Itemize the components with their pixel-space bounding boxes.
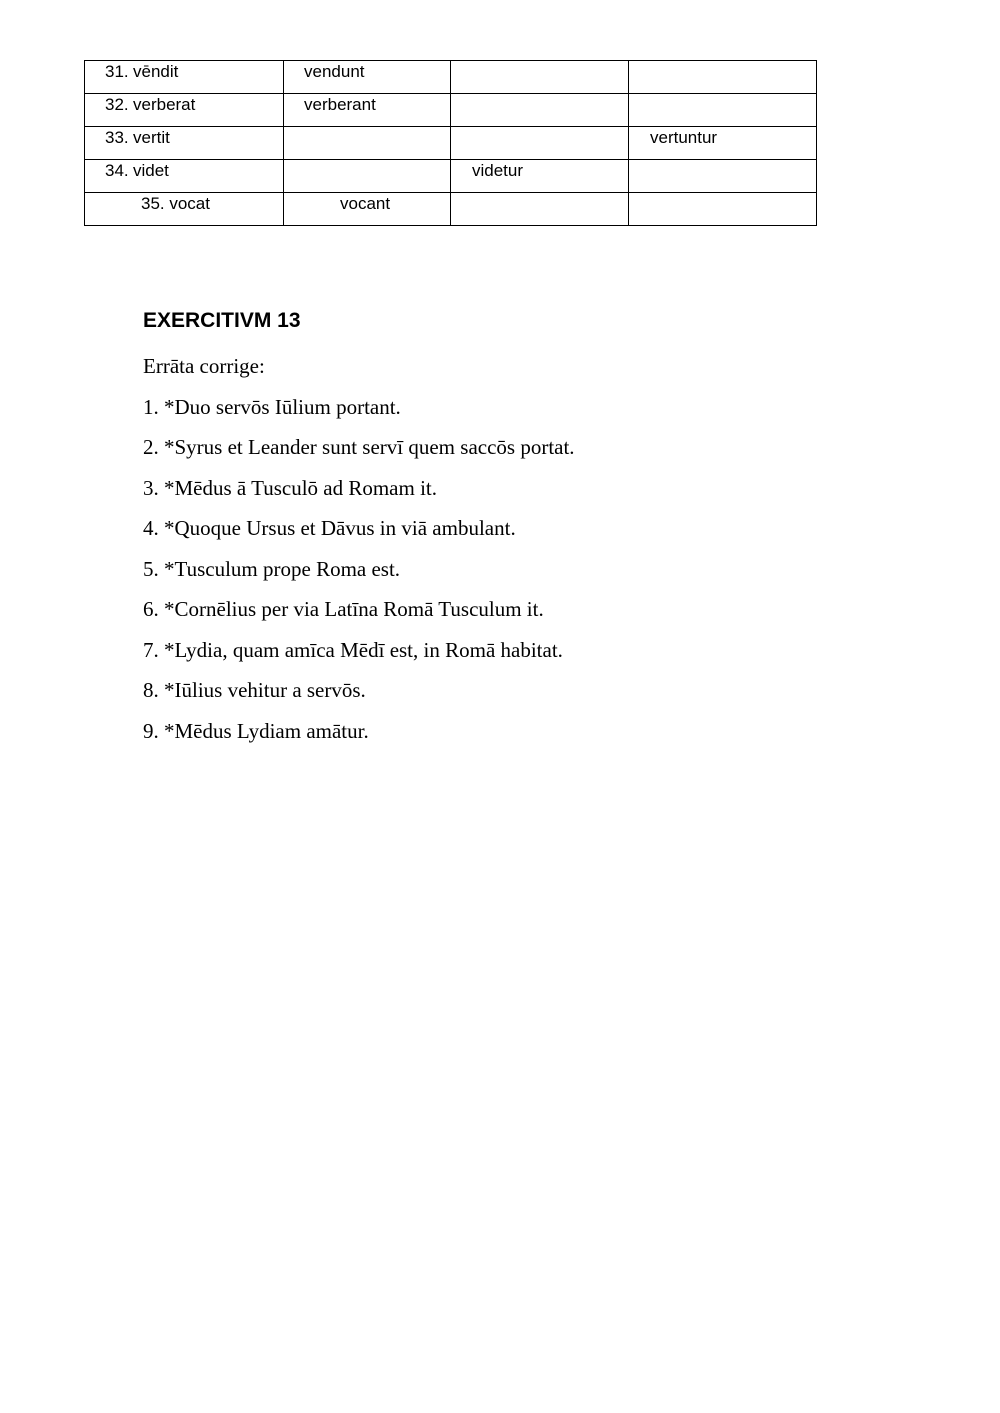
row-number: 32. [105, 95, 129, 114]
row-number: 33. [105, 128, 129, 147]
exercise-item: 5. *Tusculum prope Roma est. [143, 556, 401, 581]
verb-form: verberat [133, 95, 196, 114]
table-cell [85, 160, 284, 193]
table-cell [451, 61, 629, 94]
exercise-item: 2. *Syrus et Leander sunt servī quem saccōs portat. [143, 435, 575, 459]
row-number: 31. [105, 62, 129, 81]
table-cell [284, 127, 451, 160]
table-row [85, 193, 817, 226]
exercise-item: 1. *Duo servōs Iūlium portant. [143, 394, 401, 419]
table-cell [629, 193, 817, 226]
verb-forms-table [84, 60, 817, 226]
table-cell [451, 160, 629, 193]
verb-form [284, 174, 304, 175]
verb-form: vendunt [304, 62, 365, 81]
table-cell [85, 127, 284, 160]
table-cell [629, 94, 817, 127]
verb-form: 35. vocat [141, 194, 210, 213]
table-cell [629, 160, 817, 193]
table-cell [284, 193, 451, 226]
table-cell [451, 193, 629, 226]
verb-form [284, 141, 304, 142]
verb-form: videtur [472, 161, 524, 180]
table-cell [85, 61, 284, 94]
table-row [85, 160, 817, 193]
verb-form: vocant [340, 194, 391, 213]
table-cell [284, 94, 451, 127]
table-row [85, 94, 817, 127]
verb-form: vēndit [133, 62, 179, 81]
exercise-item: 9. *Mēdus Lydiam amātur. [143, 718, 369, 743]
exercise-item: 6. *Cornēlius per via Latīna Romā Tusculum it. [143, 597, 544, 621]
exercise-item: 3. *Mēdus ā Tusculō ad Romam it. [143, 475, 438, 500]
exercise-item: 8. *Iūlius vehitur a servōs. [143, 678, 366, 702]
table-cell [629, 127, 817, 160]
verb-form: verberant [304, 95, 376, 114]
exercise-section [143, 306, 575, 751]
verb-form: vertit [133, 128, 170, 147]
table-row [85, 127, 817, 160]
exercise-item: 7. *Lydia, quam amīca Mēdī est, in Romā habitat. [143, 637, 563, 662]
exercise-instruction: Errāta corrige: [143, 354, 265, 378]
table-cell [284, 61, 451, 94]
table-cell [451, 94, 629, 127]
table-cell [85, 193, 284, 226]
table-cell [629, 61, 817, 94]
table-cell [451, 127, 629, 160]
table-row [85, 61, 817, 94]
verb-form: vertuntur [650, 128, 718, 147]
table-cell [85, 94, 284, 127]
exercise-title: EXERCITIVM 13 [143, 309, 301, 332]
row-number: 34. [105, 161, 129, 180]
verb-form: videt [133, 161, 169, 180]
exercise-item: 4. *Quoque Ursus et Dāvus in viā ambulant. [143, 516, 516, 540]
table-cell [284, 160, 451, 193]
